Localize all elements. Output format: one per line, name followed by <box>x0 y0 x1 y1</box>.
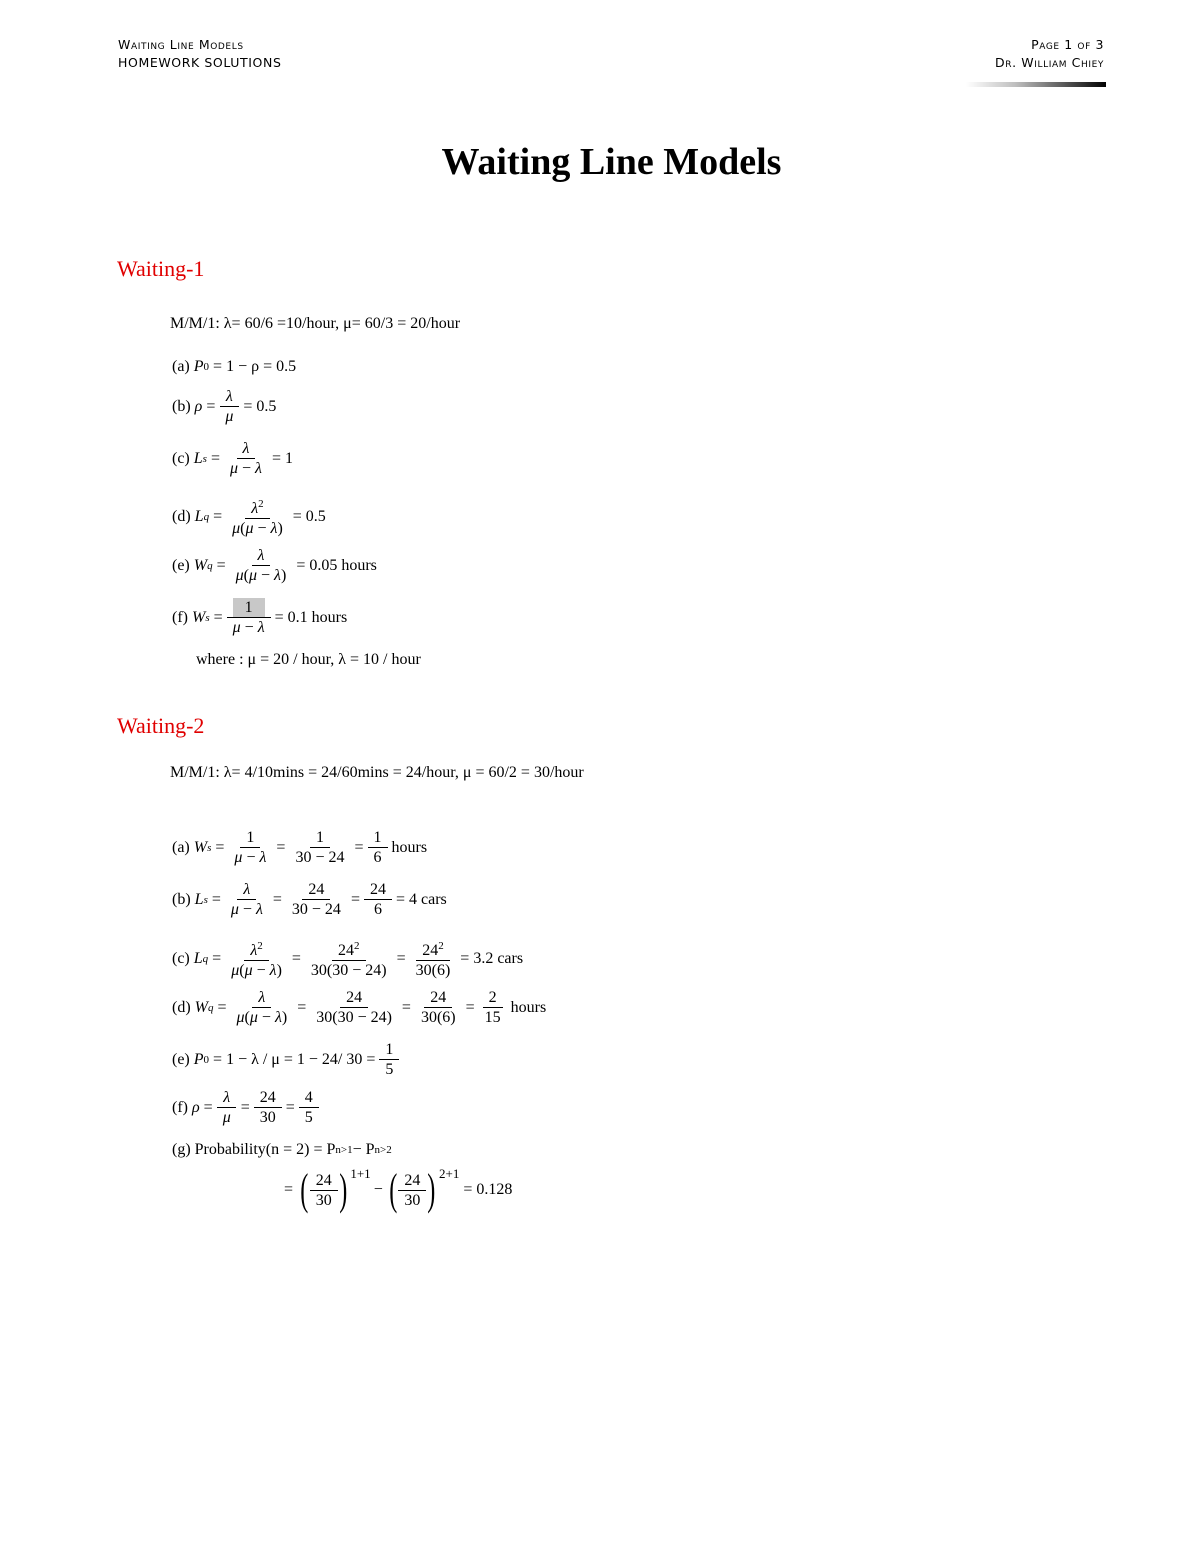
w2-c-label: (c) <box>172 949 190 967</box>
w2-e-text: = 1 − λ / μ = 1 − 24/ 30 = <box>213 1050 376 1068</box>
w1-f-label: (f) <box>172 608 188 626</box>
w2-f-frac3: 4 5 <box>299 1088 319 1127</box>
w1-b-fraction: $\frac{\lambda}{\mu}$ <box>219 387 239 426</box>
w1-e-label: (e) <box>172 556 190 574</box>
w1-f-fraction: $\frac{1}{\mu - \lambda}$ <box>227 598 271 637</box>
w2-c-frac2: $24^2$ 30(30 − 24) <box>305 937 393 980</box>
w1-given: M/M/1: λ= 60/6 =10/hour, μ= 60/3 = 20/hour <box>170 315 461 332</box>
w2-g-result: = 0.128 <box>463 1181 513 1198</box>
header-rule <box>966 82 1106 87</box>
w2-g-frac2: 24 30 <box>398 1171 426 1210</box>
w2-c-frac3: $\frac{24^2}{30(6)}$ <box>410 937 457 980</box>
w2-part-g: (g) Probability(n = 2) = P n>1 − P n>2 <box>172 1141 392 1158</box>
page-title: Waiting Line Models <box>441 141 782 183</box>
w1-part-e: (e) W q = $\frac{\lambda}{\mu(\mu - \lambda)}$ = 0.05 hours <box>172 547 377 584</box>
w2-f-frac2: 24 30 <box>254 1088 282 1127</box>
w1-part-b: (b) ρ = $\frac{\lambda}{\mu}$ = 0.5 <box>172 388 277 425</box>
w1-b-label: (b) <box>172 397 191 415</box>
w2-d-unit: hours <box>510 998 547 1016</box>
w2-d-frac1: λ μ(μ − λ) <box>236 989 288 1026</box>
w1-e-result: = 0.05 hours <box>296 556 377 574</box>
w2-a-label: (a) <box>172 838 190 856</box>
w1-b-result: = 0.5 <box>243 397 277 415</box>
w2-f-frac1: λ μ <box>217 1088 237 1127</box>
w2-part-g-expression: = ( 24 30 ) 1+1 − ( 24 30 ) 2+1 = 0.128 <box>284 1165 513 1214</box>
header-page-number: Page 1 of 3 <box>1031 37 1104 52</box>
w2-d-frac3: 24 30(6) <box>420 989 456 1026</box>
w1-d-label: (d) <box>172 507 191 525</box>
w2-part-d: (d) W q = λ μ(μ − λ) = 24 30(30 − 24) = 24 30(6) = 2 15 hours <box>172 989 547 1026</box>
w2-part-b: (b) L s = λ μ − λ = 24 30 − 24 = $\frac{24}{6}$ = 4 cars <box>172 881 447 918</box>
w2-a-frac3: 1 6 <box>368 828 388 867</box>
w2-b-frac2: 24 30 − 24 <box>291 881 341 918</box>
w1-c-fraction: $\frac{\lambda}{\mu - \lambda}$ <box>229 440 262 477</box>
w2-part-a: (a) W s = 1 μ − λ = 1 30 − 24 = 1 6 hours <box>172 829 428 866</box>
w1-f-highlighted-numerator: 1 <box>233 598 265 617</box>
w1-f-result: = 0.1 hours <box>274 608 348 626</box>
w2-a-frac1: 1 μ − λ <box>234 829 267 866</box>
w1-part-f: (f) W s = $\frac{1}{\mu - \lambda}$ = 0.1 hours <box>172 599 348 636</box>
w2-c-result: = 3.2 cars <box>460 949 524 967</box>
w1-a-rest: = 1 − ρ = 0.5 <box>213 358 297 375</box>
w1-part-c: (c) L s = $\frac{\lambda}{\mu - \lambda}$ = 1 <box>172 440 294 477</box>
w2-g-frac1: 24 30 <box>310 1171 338 1210</box>
w1-d-fraction: $\frac{\lambda^2}{\mu(\mu - \lambda)}$ <box>226 495 289 538</box>
w2-part-f: (f) ρ = λ μ = 24 30 = 4 5 <box>172 1088 323 1127</box>
header-course-title: Waiting Line Models <box>118 37 244 52</box>
w1-c-label: (c) <box>172 449 190 467</box>
w1-e-fraction: $\frac{\lambda}{\mu(\mu - \lambda)}$ <box>235 547 287 584</box>
w2-d-frac2: 24 30(30 − 24) <box>316 989 392 1026</box>
w2-b-frac1: λ μ − λ <box>230 881 263 918</box>
w2-b-result: = 4 cars <box>395 890 447 908</box>
w2-b-frac3: $\frac{24}{6}$ <box>364 880 392 919</box>
section-heading-waiting-2: Waiting-2 <box>117 713 205 738</box>
section-heading-waiting-1: Waiting-1 <box>117 256 205 281</box>
header-right <box>995 36 1104 72</box>
w2-part-c: (c) L q = $\lambda^2$ μ(μ − λ) = $24^2$ 30(30 − 24) = $\frac{24^2}{30(6)}$ = 3.2 cars <box>172 937 523 980</box>
w2-g-text: (g) Probability(n = 2) = P <box>172 1141 336 1158</box>
w2-f-label: (f) <box>172 1098 188 1116</box>
header-left <box>118 36 282 72</box>
w2-part-e: (e) P 0 = 1 − λ / μ = 1 − 24/ 30 = $\frac{1}{5}$ <box>172 1040 403 1079</box>
w2-e-label: (e) <box>172 1050 190 1068</box>
w2-a-unit: hours <box>391 838 428 856</box>
header-subtitle: HOMEWORK SOLUTIONS <box>118 55 282 70</box>
w1-d-result: = 0.5 <box>292 507 326 525</box>
w2-b-label: (b) <box>172 890 191 908</box>
w2-e-fraction: $\frac{1}{5}$ <box>379 1040 399 1079</box>
w1-a-label: (a) <box>172 358 190 375</box>
w2-c-frac1: $\lambda^2$ μ(μ − λ) <box>225 937 288 980</box>
w1-part-d: (d) L q = $\frac{\lambda^2}{\mu(\mu - \lambda)}$ = 0.5 <box>172 495 326 538</box>
w2-d-frac4: 2 15 <box>484 989 501 1026</box>
w2-given: M/M/1: λ= 4/10mins = 24/60mins = 24/hour, μ = 60/2 = 30/hour <box>170 764 584 781</box>
w1-c-result: = 1 <box>271 449 294 467</box>
w2-d-label: (d) <box>172 998 191 1016</box>
w2-a-frac2: 1 30 − 24 <box>295 829 345 866</box>
w1-part-a: (a) P 0 = 1 − ρ = 0.5 <box>172 358 297 375</box>
w1-where: where : μ = 20 / hour, λ = 10 / hour <box>196 651 421 668</box>
header-author: Dr. William Chiey <box>995 55 1104 70</box>
